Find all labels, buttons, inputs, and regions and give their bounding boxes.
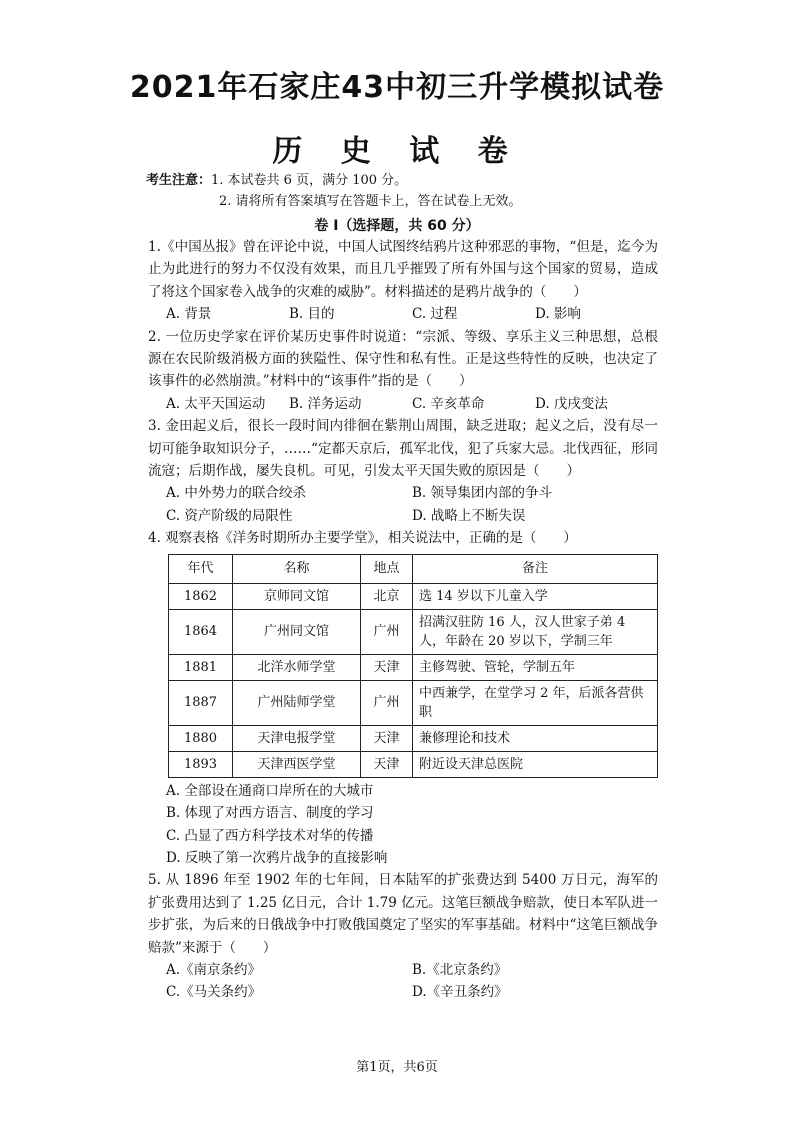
option-a: A. 背景 <box>166 306 212 323</box>
question-options <box>148 780 658 870</box>
questions-area <box>148 236 658 1004</box>
cell-name: 天津西医学堂 <box>233 751 361 777</box>
question-options <box>148 959 658 1004</box>
question-options <box>148 393 658 415</box>
option-c: C. 资产阶级的局限性 <box>166 507 293 524</box>
cell-year: 1887 <box>169 680 233 725</box>
cell-note: 附近设天津总医院 <box>413 751 658 777</box>
option-c: C. 辛亥革命 <box>412 395 485 412</box>
cell-note: 兼修理论和技术 <box>413 725 658 751</box>
option-a: A.《南京条约》 <box>166 961 262 978</box>
subject-title: 历 史 试 卷 <box>272 134 522 169</box>
question-text: 4. 观察表格《洋务时期所办主要学堂》，相关说法中，正确的是（ ） <box>148 530 577 547</box>
option-a: A. 中外势力的联合绞杀 <box>166 485 306 502</box>
question-4 <box>148 527 658 869</box>
option-c: C.《马关条约》 <box>166 984 262 1001</box>
cell-note: 选 14 岁以下儿童入学 <box>413 583 658 609</box>
question-text: 5. 从 1896 年至 1902 年的七年间，日本陆军的扩张费达到 5400 万日元，海军的扩张费用达到了 1.25 亿日元，合计 1.79 亿元。这笔巨额战争赔款，使日本军队进一步扩张，为后来的日俄战争中打败俄国奠定了坚实的军事基础。材料中“这笔巨额战争赔款”来源于（ ） <box>148 872 658 956</box>
exam-title: 2021年石家庄43中初三升学模拟试卷 <box>129 70 665 105</box>
option-d: D. 反映了第一次鸦片战争的直接影响 <box>166 849 388 866</box>
cell-name: 广州陆师学堂 <box>233 680 361 725</box>
question-1 <box>148 236 658 326</box>
question-text: 1.《中国丛报》曾在评论中说，中国人试图终结鸦片这种邪恶的事物，“但是，迄今为止为此进行的努力不仅没有效果，而且几乎摧毁了所有外国与这个国家的贸易，造成了将这个国家卷入战争的灾难的威胁”。材料描述的是鸦片战争的（ ） <box>148 239 658 300</box>
cell-note: 招满汉驻防 16 人，汉人世家子弟 4 人，年龄在 20 岁以下，学制三年 <box>413 609 658 654</box>
cell-year: 1893 <box>169 751 233 777</box>
table-row <box>169 725 658 751</box>
notice-line-2: 2. 请将所有答案填写在答题卡上，答在试卷上无效。 <box>219 194 522 209</box>
option-c: C. 过程 <box>412 306 458 323</box>
option-a: A. 太平天国运动 <box>166 395 266 412</box>
table-row <box>169 654 658 680</box>
cell-name: 北洋水师学堂 <box>233 654 361 680</box>
cell-place: 天津 <box>361 654 413 680</box>
option-b: B. 体现了对西方语言、制度的学习 <box>166 805 374 822</box>
notice-label: 考生注意： <box>146 173 212 188</box>
question-options <box>148 482 658 527</box>
cell-note: 主修驾驶、管轮，学制五年 <box>413 654 658 680</box>
option-c: C. 凸显了西方科学技术对华的传播 <box>166 827 374 844</box>
question-5 <box>148 869 658 1003</box>
table-row <box>169 751 658 777</box>
cell-name: 京师同文馆 <box>233 583 361 609</box>
option-d: D. 影响 <box>535 306 581 323</box>
option-a: A. 全部设在通商口岸所在的大城市 <box>166 782 374 799</box>
cell-name: 天津电报学堂 <box>233 725 361 751</box>
question-text: 2. 一位历史学家在评价某历史事件时说道：“宗派、等级、享乐主义三种思想，总根源在农民阶级消极方面的狭隘性、保守性和私有性。正是这些特性的反映，也决定了该事件的必然崩溃。”材料中的“该事件”指的是（ ） <box>148 328 658 390</box>
header-place: 地点 <box>361 554 413 583</box>
option-b: B. 领导集团内部的争斗 <box>412 485 553 502</box>
cell-place: 广州 <box>361 609 413 654</box>
cell-place: 北京 <box>361 583 413 609</box>
cell-year: 1880 <box>169 725 233 751</box>
table-row <box>169 583 658 609</box>
option-b: B.《北京条约》 <box>412 961 508 978</box>
section-title: 卷 Ⅰ（选择题，共 60 分） <box>314 218 480 234</box>
schools-table <box>168 554 658 778</box>
question-3 <box>148 415 658 527</box>
cell-year: 1864 <box>169 609 233 654</box>
question-options <box>148 303 658 325</box>
table-row <box>169 609 658 654</box>
option-b: B. 目的 <box>289 306 335 323</box>
cell-year: 1881 <box>169 654 233 680</box>
cell-place: 天津 <box>361 725 413 751</box>
option-d: D.《辛丑条约》 <box>412 984 508 1001</box>
header-year: 年代 <box>169 554 233 583</box>
cell-place: 天津 <box>361 751 413 777</box>
header-name: 名称 <box>233 554 361 583</box>
table-row <box>169 680 658 725</box>
question-2 <box>148 326 658 416</box>
cell-place: 广州 <box>361 680 413 725</box>
option-d: D. 戊戌变法 <box>535 395 608 412</box>
page-number: 第1页，共6页 <box>356 1060 438 1075</box>
option-b: B. 洋务运动 <box>289 395 362 412</box>
question-text: 3. 金田起义后，很长一段时间内徘徊在紫荆山周围，缺乏进取；起义之后，没有尽一切可能争取知识分子，……“定都天京后，孤军北伐，犯了兵家大忌。北伐西征，形同流寇；后期作战，屡失良机。可见，引发太平天国失败的原因是（ ） <box>148 418 658 480</box>
notice-line-1: 1. 本试卷共 6 页，满分 100 分。 <box>211 173 408 188</box>
cell-note: 中西兼学，在堂学习 2 年，后派各营供职 <box>413 680 658 725</box>
table-header-row <box>169 554 658 583</box>
candidate-notice <box>146 170 522 212</box>
option-d: D. 战略上不断失误 <box>412 507 526 524</box>
header-note: 备注 <box>413 554 658 583</box>
cell-name: 广州同文馆 <box>233 609 361 654</box>
cell-year: 1862 <box>169 583 233 609</box>
